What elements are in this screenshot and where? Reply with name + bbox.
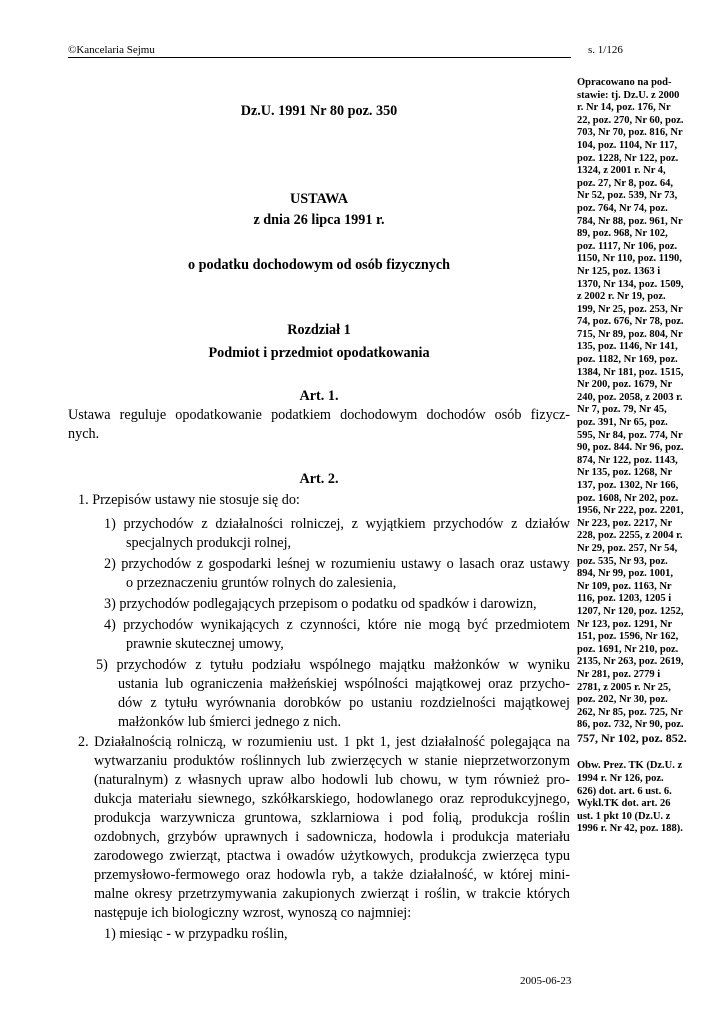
art2-p1-item-1 xyxy=(104,515,570,553)
margin-line: 240, poz. 2058, z 2003 r. xyxy=(577,391,683,403)
margin-line: poz. 1228, Nr 122, poz. xyxy=(577,152,679,164)
margin-line: 1324, z 2001 r. Nr 4, xyxy=(577,165,666,177)
margin-line: 784, Nr 88, poz. 961, Nr xyxy=(577,215,683,227)
margin-line: Nr 223, poz. 2217, Nr xyxy=(577,517,673,529)
art1-heading: Art. 1. xyxy=(299,388,339,404)
margin-line: 2135, Nr 263, poz. 2619, xyxy=(577,656,684,668)
margin-line: 874, Nr 122, poz. 1143, xyxy=(577,454,678,466)
art2-p1-item-4 xyxy=(104,616,570,654)
item-line: ustania lub ograniczenia małżeńskiej wspólności majątkowej oraz przycho- xyxy=(118,676,570,692)
margin-line: 1996 r. Nr 42, poz. 188). xyxy=(577,823,683,835)
item-line: o przeznaczeniu gruntów rolnych do zalesienia, xyxy=(126,575,397,591)
journal-reference: Dz.U. 1991 Nr 80 poz. 350 xyxy=(240,103,398,119)
header-rule xyxy=(68,57,571,58)
margin-line: Nr 123, poz. 1291, Nr xyxy=(577,618,673,630)
margin-line: 595, Nr 84, poz. 774, Nr xyxy=(577,429,683,441)
item-line: 4) przychodów wynikających z czynności, które nie mogą być przedmiotem xyxy=(104,617,570,633)
margin-line: 90, poz. 844. Nr 96, poz. xyxy=(577,442,684,454)
margin-line: 1994 r. Nr 126, poz. xyxy=(577,773,664,785)
margin-line: 1370, Nr 134, poz. 1509, xyxy=(577,278,684,290)
art2-p2-item-1: 1) miesiąc - w przypadku roślin, xyxy=(104,926,288,942)
header-page-number: s. 1/126 xyxy=(588,44,623,56)
item-line: 5) przychodów z tytułu podziału wspólnego majątku małżonków w wyniku xyxy=(96,657,570,673)
margin-line: 1384, Nr 181, poz. 1515, xyxy=(577,366,684,378)
margin-last-line: 757, Nr 102, poz. 852. xyxy=(577,730,687,745)
margin-line: 104, poz. 1104, Nr 117, xyxy=(577,139,678,151)
margin-line: poz. 391, Nr 65, poz. xyxy=(577,417,668,429)
margin-line: 199, Nr 25, poz. 253, Nr xyxy=(577,303,683,315)
margin-line: poz. 202, Nr 30, poz. xyxy=(577,694,668,706)
margin-line: 116, poz. 1203, 1205 i xyxy=(577,593,672,605)
header-publisher: ©Kancelaria Sejmu xyxy=(68,44,155,56)
margin-line: Nr 29, poz. 257, Nr 54, xyxy=(577,542,678,554)
p2-line: malne okresy przetrzymywania zakupionych zwierząt i roślin, w trakcie których xyxy=(94,886,570,902)
margin-line: 715, Nr 89, poz. 804, Nr xyxy=(577,328,683,340)
art1-text xyxy=(68,406,570,444)
margin-consolidation-note xyxy=(577,77,695,732)
margin-line: Nr 52, poz. 539, Nr 73, xyxy=(577,190,678,202)
margin-line: 262, Nr 85, poz. 725, Nr xyxy=(577,706,683,718)
art2-p1-item-3 xyxy=(104,595,570,614)
margin-line: 1150, Nr 110, poz. 1190, xyxy=(577,253,682,265)
margin-line: poz. 535, Nr 93, poz. xyxy=(577,555,668,567)
margin-line: Nr 125, poz. 1363 i xyxy=(577,265,661,277)
margin-line: 228, poz. 2255, z 2004 r. xyxy=(577,530,683,542)
margin-line: poz. 27, Nr 8, poz. 64, xyxy=(577,177,674,189)
margin-line: 74, poz. 676, Nr 78, poz. xyxy=(577,316,684,328)
item-line: prawnie skutecznej umowy, xyxy=(126,636,284,652)
margin-line: 2781, z 2005 r. Nr 25, xyxy=(577,681,671,693)
p2-line: produkcja warzywnicza gruntowa, szklarniowa i pod folią, produkcja roślin xyxy=(94,810,570,826)
art2-p1-intro: 1. Przepisów ustawy nie stosuje się do: xyxy=(78,492,300,508)
p2-line: ozdobnych, grzybów uprawnych i sadownicza, hodowla i produkcja materiału xyxy=(94,829,570,845)
margin-line: 1207, Nr 120, poz. 1252, xyxy=(577,605,684,617)
margin-court-note xyxy=(577,760,695,836)
item-line: małżonków lub śmierci jednego z nich. xyxy=(118,714,341,730)
art1-line-1: Ustawa reguluje opodatkowanie podatkiem dochodowym dochodów osób fizycz- xyxy=(68,407,570,423)
margin-line: 1956, Nr 222, poz. 2201, xyxy=(577,505,684,517)
margin-line: poz. 764, Nr 74, poz. xyxy=(577,202,668,214)
margin-line: 626) dot. art. 6 ust. 6. xyxy=(577,785,672,797)
art2-p1-item-5 xyxy=(96,656,570,732)
art2-heading: Art. 2. xyxy=(299,471,339,487)
item-line: specjalnych produkcji rolnej, xyxy=(126,535,292,551)
act-type: USTAWA xyxy=(289,191,349,207)
margin-line: 135, poz. 1146, Nr 141, xyxy=(577,341,678,353)
margin-line: stawie: tj. Dz.U. z 2000 xyxy=(577,89,680,101)
margin-line: ust. 1 pkt 10 (Dz.U. z xyxy=(577,810,671,822)
footer-date: 2005-06-23 xyxy=(520,975,572,987)
margin-line: 703, Nr 70, poz. 816, Nr xyxy=(577,127,683,139)
item-line: 3) przychodów podlegających przepisom o podatku od spadków i darowizn, xyxy=(104,596,537,612)
margin-line: poz. 1182, Nr 169, poz. xyxy=(577,354,678,366)
art2-p2 xyxy=(78,733,570,923)
margin-line: 137, poz. 1302, Nr 166, xyxy=(577,480,679,491)
act-subject: o podatku dochodowym od osób fizycznych xyxy=(187,257,451,273)
chapter-label: Rozdział 1 xyxy=(287,322,351,338)
margin-line: 22, poz. 270, Nr 60, poz. xyxy=(577,114,684,126)
margin-line: poz. 1117, Nr 106, poz. xyxy=(577,240,678,252)
margin-line: poz. 1608, Nr 202, poz. xyxy=(577,492,679,504)
item-line: dów z tytułu wyrównania dorobków po ustaniu rozdzielności majątkowej xyxy=(118,695,570,711)
margin-line: Nr 200, poz. 1679, Nr xyxy=(577,379,673,391)
p2-line: zarodowego zwierząt, ptactwa i owadów użytkowych, produkcja zwierzęca typu xyxy=(94,848,570,864)
margin-line: z 2002 r. Nr 19, poz. xyxy=(577,291,666,303)
act-date: z dnia 26 lipca 1991 r. xyxy=(253,212,385,228)
margin-line: poz. 1691, Nr 210, poz. xyxy=(577,643,679,655)
p2-line: (naturalnym) z własnych upraw albo hodowli lub chowu, w tym również pro- xyxy=(94,772,570,788)
p2-line: dukcja materiału siewnego, szkółkarskiego, hodowlanego oraz reprodukcyjnego, xyxy=(94,791,570,807)
margin-line: Nr 135, poz. 1268, Nr xyxy=(577,467,673,479)
margin-line: Obw. Prez. TK (Dz.U. z xyxy=(577,760,683,772)
margin-line: 89, poz. 968, Nr 102, xyxy=(577,228,668,240)
art1-line-2: nych. xyxy=(68,426,100,442)
margin-line: Nr 281, poz. 2779 i xyxy=(577,668,661,680)
margin-line: Wykl.TK dot. art. 26 xyxy=(577,798,671,810)
art2-p1-item-2 xyxy=(104,555,570,593)
margin-line: Nr 7, poz. 79, Nr 45, xyxy=(577,404,667,416)
p2-line: wytwarzaniu produktów roślinnych lub zwierzęcych w stanie nieprzetworzonym xyxy=(94,753,570,769)
margin-line: 894, Nr 99, poz. 1001, xyxy=(577,568,674,580)
margin-line: 86, poz. 732, Nr 90, poz. xyxy=(577,719,684,731)
margin-line: 151, poz. 1596, Nr 162, xyxy=(577,631,679,643)
margin-note xyxy=(577,77,695,836)
p2-line: przemysłowo-fermowego oraz hodowla ryb, a także działalność, w której mini- xyxy=(94,867,570,883)
item-line: 2) przychodów z gospodarki leśnej w rozumieniu ustawy o lasach oraz ustawy xyxy=(104,556,570,572)
margin-line: r. Nr 14, poz. 176, Nr xyxy=(577,102,671,114)
margin-line: Nr 109, poz. 1163, Nr xyxy=(577,580,672,592)
item-line: 1) przychodów z działalności rolniczej, z wyjątkiem przychodów z działów xyxy=(104,516,570,532)
p2-line: 2. Działalnością rolniczą, w rozumieniu ust. 1 pkt 1, jest działalność polegająca na xyxy=(78,734,570,750)
margin-line: Opracowano na pod- xyxy=(577,77,672,88)
chapter-title: Podmiot i przedmiot opodatkowania xyxy=(208,345,430,361)
p2-line: następuje ich biologiczny wzrost, wynoszą co najmniej: xyxy=(94,905,412,921)
